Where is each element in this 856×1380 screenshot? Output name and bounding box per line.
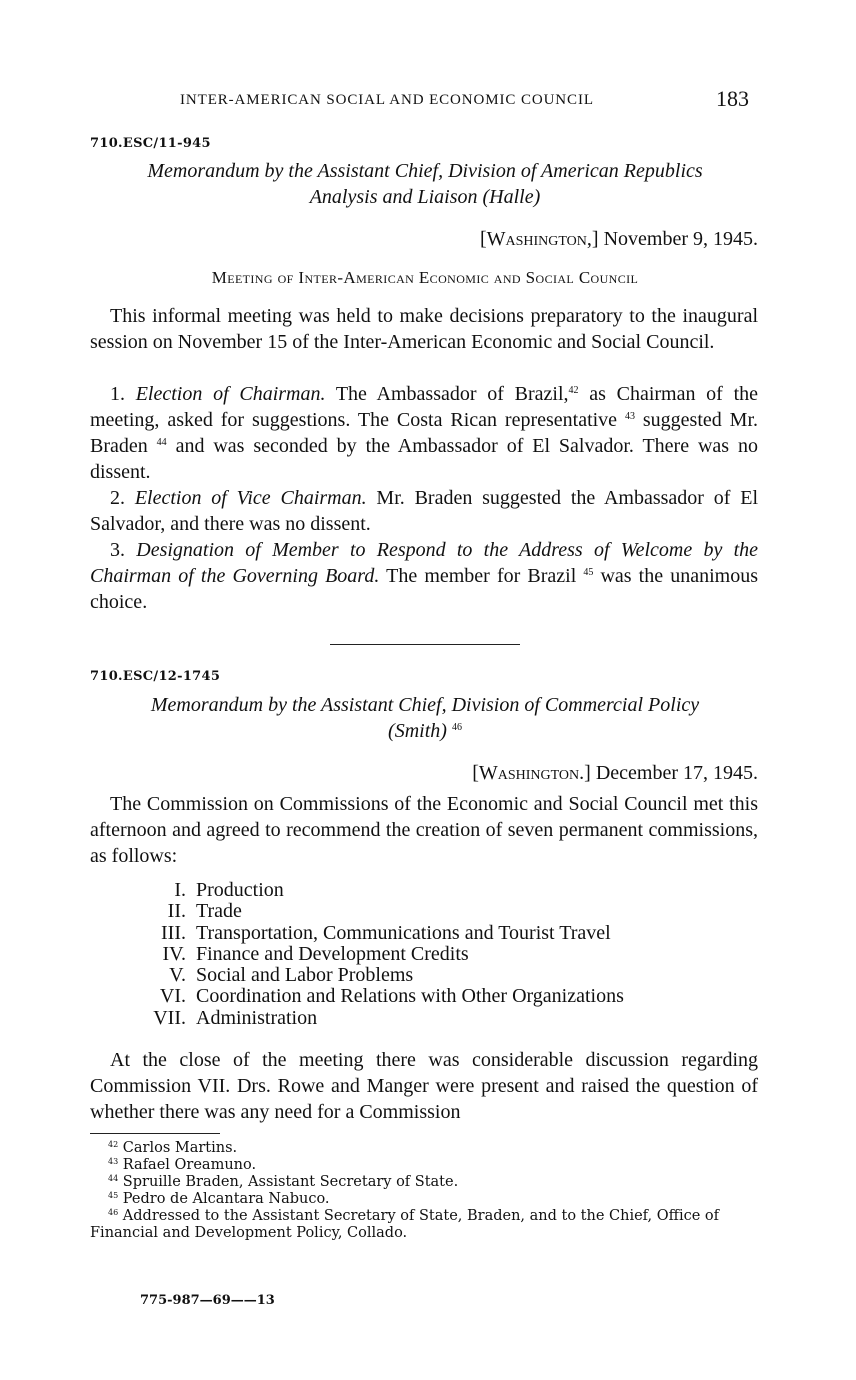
item-1-title: Election of Chairman. <box>135 383 326 405</box>
footnote-number: 42 <box>108 1140 119 1149</box>
dateline-1-date: November 9, 1945. <box>603 228 758 250</box>
list-item <box>120 901 624 922</box>
list-item <box>120 1008 624 1029</box>
item-1-text-b: as Chairman of the meeting, asked for suggestions. The Costa Rican representative <box>90 383 758 431</box>
section-divider <box>330 644 520 645</box>
list-item-number: III. <box>161 921 186 944</box>
list-item-name: Trade <box>196 900 242 923</box>
memo-title-2 <box>90 692 760 744</box>
footnote-ref-45: 45 <box>583 567 594 578</box>
footnote-text: Addressed to the Assistant Secretary of State, Braden, and to the Chief, Office of Financial and Development Policy, Collado. <box>90 1208 719 1241</box>
footnote-46 <box>90 1208 760 1242</box>
list-item-number: VII. <box>153 1006 186 1029</box>
dateline-2-place: Washington. <box>478 762 585 784</box>
item-3-text-b: was the unanimous choice. <box>90 565 758 613</box>
list-item-name: Coordination and Relations with Other Organizations <box>196 985 624 1008</box>
footnotes <box>90 1140 760 1242</box>
item-1-text-d: and was seconded by the Ambassador of El Salvador. There was no dissent. <box>90 435 758 483</box>
list-item <box>120 880 624 901</box>
list-item-number: I. <box>174 879 186 901</box>
list-item <box>120 944 624 965</box>
list-item-number: II. <box>167 900 186 923</box>
list-item-name: Social and Labor Problems <box>196 964 414 987</box>
footnote-number: 43 <box>108 1157 119 1166</box>
memo-title-2-line2: (Smith) <box>388 720 447 742</box>
footnote-rule <box>90 1133 220 1134</box>
footnote-text: Spruille Braden, Assistant Secretary of State. <box>122 1174 459 1190</box>
doc2-intro-paragraph: The Commission on Commissions of the Economic and Social Council met this afternoon and agreed to recommend the creation of seven permanent commissions, as follows: <box>90 793 758 867</box>
footnote-45 <box>90 1191 760 1208</box>
list-item <box>120 965 624 986</box>
memo-title-1 <box>90 158 760 210</box>
doc1-intro-paragraph: This informal meeting was held to make decisions preparatory to the inaugural session on November 15 of the Inter-American Economic and Social Council. <box>90 305 758 353</box>
footnote-text: Carlos Martins. <box>122 1140 238 1156</box>
list-item-name: Transportation, Communications and Tourist Travel <box>196 921 611 944</box>
footnote-42 <box>90 1140 760 1157</box>
list-item-number: VI. <box>159 985 186 1008</box>
memo-title-1-line2: Analysis and Liaison (Halle) <box>309 186 541 208</box>
footnote-text: Rafael Oreamuno. <box>122 1157 257 1173</box>
footnote-number: 45 <box>108 1191 119 1200</box>
footnote-number: 46 <box>108 1208 119 1217</box>
list-item-name: Finance and Development Credits <box>196 942 469 965</box>
doc2-closing-paragraph: At the close of the meeting there was considerable discussion regarding Commission VII. Drs. Rowe and Manger were present and raised the question of whether there was any need for a Commission <box>90 1049 758 1123</box>
print-code: 775-987—69——13 <box>140 1293 275 1308</box>
footnote-ref-42: 42 <box>568 385 579 396</box>
footnote-text: Pedro de Alcantara Nabuco. <box>122 1191 330 1207</box>
dateline-2: [Washington.] December 17, 1945. <box>472 762 758 784</box>
item-2-title: Election of Vice Chairman. <box>134 487 367 509</box>
item-1-text-c: suggested Mr. Braden <box>90 409 758 457</box>
doc1-item-3 <box>90 537 758 615</box>
doc1-item-1 <box>90 381 758 485</box>
doc1-item-2 <box>90 485 758 537</box>
dateline-2-date: December 17, 1945. <box>595 762 758 784</box>
list-item-number: IV. <box>162 942 186 965</box>
dateline-1-place: Washington, <box>486 228 592 250</box>
item-1-number: 1. <box>110 383 125 405</box>
footnote-44 <box>90 1174 760 1191</box>
commission-list <box>120 880 624 1029</box>
memo-title-2-line1: Memorandum by the Assistant Chief, Division of Commercial Policy <box>150 694 700 716</box>
file-number-1: 710.ESC/11-945 <box>90 136 211 151</box>
list-item <box>120 923 624 944</box>
memo-title-1-line1: Memorandum by the Assistant Chief, Division of American Republics <box>147 160 703 182</box>
running-head: INTER-AMERICAN SOCIAL AND ECONOMIC COUNCIL <box>180 92 594 108</box>
footnote-ref-43: 43 <box>624 411 635 422</box>
item-3-number: 3. <box>110 539 125 561</box>
footnote-43 <box>90 1157 760 1174</box>
item-1-text-a: The Ambassador of Brazil, <box>335 383 569 405</box>
meeting-heading: Meeting of Inter-American Economic and Social Council <box>211 268 639 287</box>
page-number: 183 <box>716 86 749 111</box>
list-item-name: Administration <box>196 1006 318 1029</box>
file-number-2: 710.ESC/12-1745 <box>90 669 221 684</box>
item-2-text: Mr. Braden suggested the Ambassador of El Salvador, and there was no dissent. <box>90 487 758 535</box>
footnote-ref-46: 46 <box>451 722 462 733</box>
item-3-text-a: The member for Brazil <box>386 565 577 587</box>
list-item <box>120 986 624 1007</box>
footnote-ref-44: 44 <box>156 437 167 448</box>
item-2-number: 2. <box>110 487 125 509</box>
item-3-title: Designation of Member to Respond to the Address of Welcome by the Chairman of the Governing Board. <box>90 539 758 587</box>
list-item-number: V. <box>169 964 186 987</box>
dateline-1: [Washington,] November 9, 1945. <box>479 228 758 250</box>
list-item-name: Production <box>196 879 284 901</box>
footnote-number: 44 <box>108 1174 119 1183</box>
memo-title-2-line2-wrap <box>90 718 760 744</box>
